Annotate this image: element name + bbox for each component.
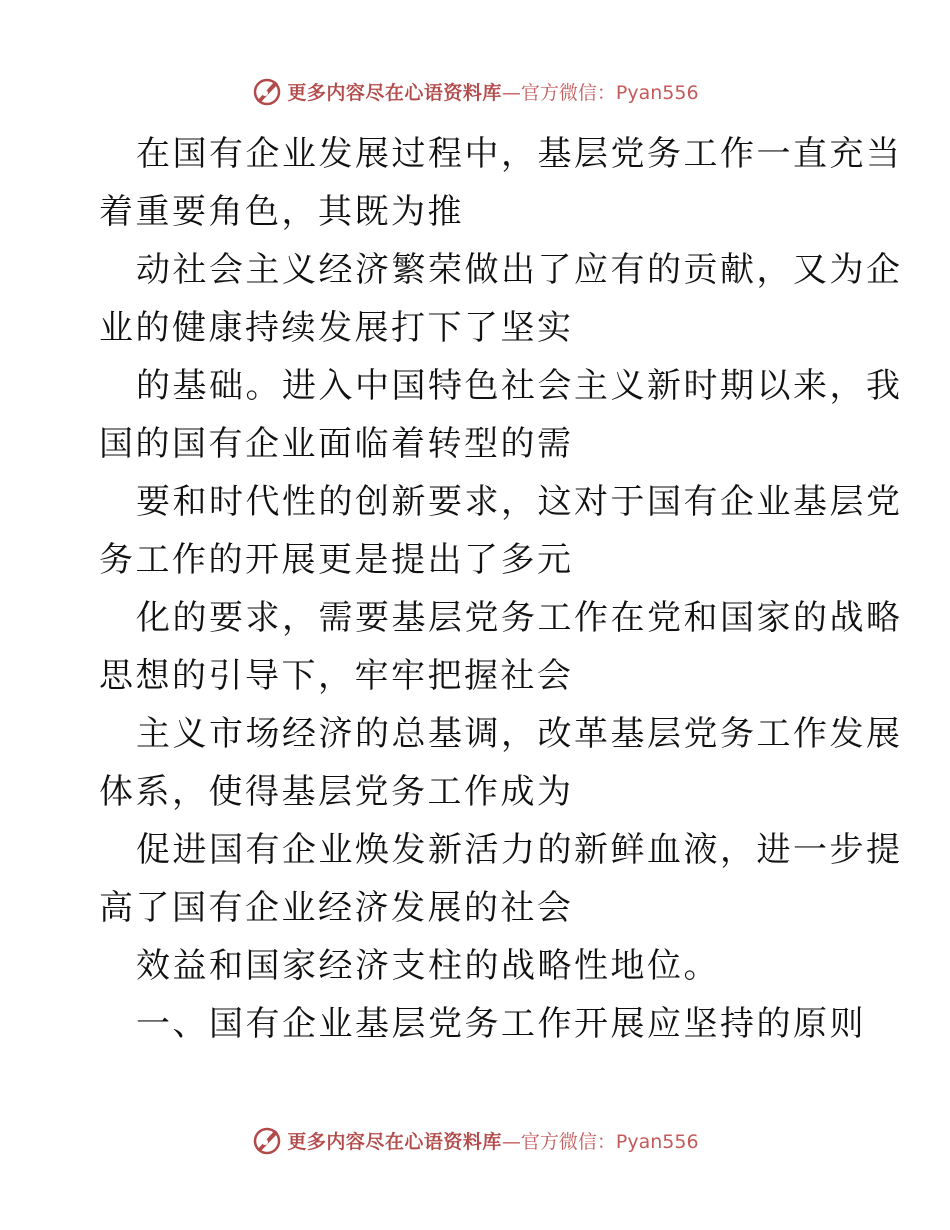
body-line: 化的要求，需要基层党务工作在党和国家的战略 — [136, 598, 903, 638]
body-line: 务工作的开展更是提出了多元 — [99, 540, 574, 580]
body-line: 高了国有企业经济发展的社会 — [99, 888, 574, 928]
header-slogan: 更多内容尽在心语资料库 — [287, 81, 502, 104]
body-line: 国的国有企业面临着转型的需 — [99, 424, 574, 464]
body-line: 业的健康持续发展打下了坚实 — [99, 308, 574, 348]
body-line: 动社会主义经济繁荣做出了应有的贡献，又为企 — [136, 250, 903, 290]
quill-seal-icon — [251, 1124, 283, 1156]
body-line: 的基础。进入中国特色社会主义新时期以来，我 — [136, 366, 903, 406]
body-line: 效益和国家经济支柱的战略性地位。 — [136, 946, 720, 986]
body-line: 体系，使得基层党务工作成为 — [99, 772, 574, 812]
quill-seal-icon — [251, 75, 283, 107]
body-line: 着重要角色，其既为推 — [99, 192, 464, 232]
footer-wechat: —官方微信：Pyan556 — [501, 1130, 699, 1153]
body-line: 在国有企业发展过程中，基层党务工作一直充当 — [136, 134, 903, 174]
footer-banner — [0, 1120, 950, 1160]
body-line: 促进国有企业焕发新活力的新鲜血液，进一步提 — [136, 830, 903, 870]
header-banner — [0, 71, 950, 111]
header-wechat: —官方微信：Pyan556 — [501, 81, 699, 104]
document-body — [99, 125, 903, 1053]
body-line: 要和时代性的创新要求，这对于国有企业基层党 — [136, 482, 903, 522]
body-line: 思想的引导下，牢牢把握社会 — [99, 656, 574, 696]
body-line: 主义市场经济的总基调，改革基层党务工作发展 — [136, 714, 903, 754]
footer-slogan: 更多内容尽在心语资料库 — [287, 1130, 502, 1153]
section-heading: 一、国有企业基层党务工作开展应坚持的原则 — [136, 1004, 866, 1044]
